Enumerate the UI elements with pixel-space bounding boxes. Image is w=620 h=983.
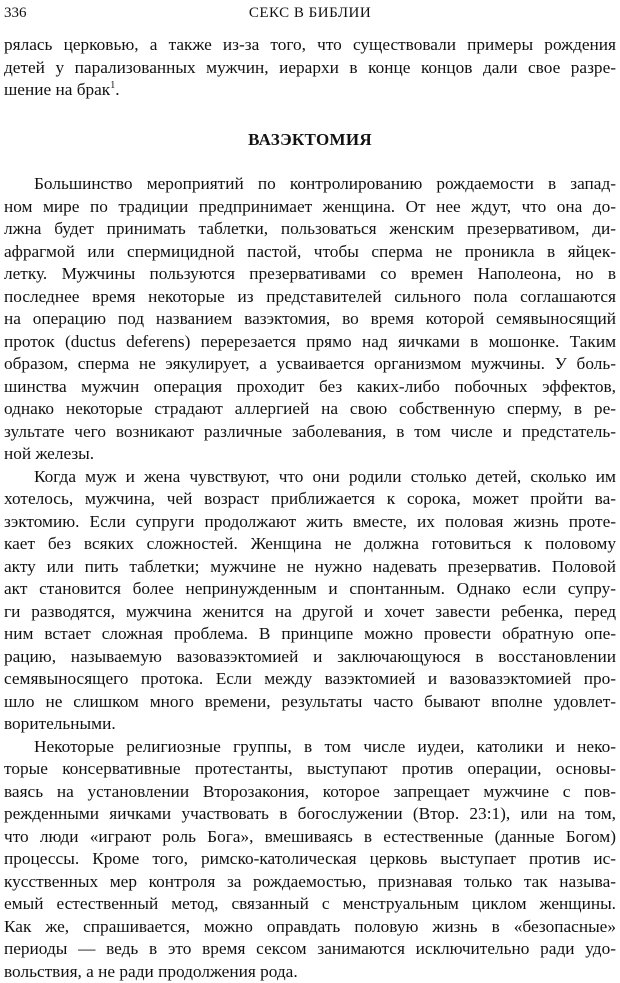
opening-paragraph bbox=[4, 34, 616, 102]
paragraph bbox=[4, 173, 616, 466]
text-line: рялась церковью, а также из-за того, что существовали примеры рождения bbox=[4, 34, 616, 57]
running-head bbox=[4, 3, 616, 25]
text-line: что люди «играют роль Бога», вмешиваясь в естественные (данные Богом) bbox=[4, 826, 616, 849]
text-line: ваясь на установлении Второзакония, которое запрещает мужчине с пов- bbox=[4, 781, 616, 804]
text-line: однако некоторые страдают аллергией на свою собственную сперму, в ре- bbox=[4, 398, 616, 421]
text-line bbox=[4, 79, 616, 102]
page-number: 336 bbox=[4, 3, 27, 23]
main-text bbox=[4, 173, 616, 983]
text-line: зэктомию. Если супруги продолжают жить вместе, их половая жизнь проте- bbox=[4, 511, 616, 534]
text-line: Большинство мероприятий по контролированию рождаемости в запад- bbox=[4, 173, 616, 196]
text-line: ним встает сложная проблема. В принципе можно провести обратную опе- bbox=[4, 623, 616, 646]
paragraph bbox=[4, 736, 616, 983]
text-line: Как же, спрашивается, можно оправдать половую жизнь в «безопасные» bbox=[4, 916, 616, 939]
text-fragment: . bbox=[115, 80, 119, 99]
text-line: зультате чего возникают различные заболевания, в том числе и предстатель- bbox=[4, 421, 616, 444]
text-line: последнее время некоторые из представителей сильного пола соглашаются bbox=[4, 286, 616, 309]
footnote-reference: 1 bbox=[110, 80, 115, 91]
text-line: лжна будет принимать таблетки, пользоваться женским презервативом, ди- bbox=[4, 218, 616, 241]
text-line: кает без всяких сложностей. Женщина не должна готовиться к половому bbox=[4, 533, 616, 556]
text-line: процессы. Кроме того, римско-католическая церковь выступает против ис- bbox=[4, 848, 616, 871]
text-line: ги разводятся, мужчина женится на другой и хочет завести ребенка, перед bbox=[4, 601, 616, 624]
text-line: проток (ductus deferens) перерезается прямо над яичками в мошонке. Таким bbox=[4, 331, 616, 354]
text-line: ном мире по традиции предпринимает женщина. От нее ждут, что она до- bbox=[4, 196, 616, 219]
text-line: семявыносящего протока. Если между вазэктомией и вазовазэктомией про- bbox=[4, 668, 616, 691]
text-line: шинства мужчин операция проходит без каких-либо побочных эффектов, bbox=[4, 376, 616, 399]
text-line: торые консервативные протестанты, выступают против операции, основы- bbox=[4, 758, 616, 781]
text-line: летку. Мужчины пользуются презервативами со времен Наполеона, но в bbox=[4, 263, 616, 286]
paragraph bbox=[4, 466, 616, 736]
text-line: рацию, называемую вазовазэктомией и заключающуюся в восстановлении bbox=[4, 646, 616, 669]
text-line: режденными яичками участвовать в богослужении (Втор. 23:1), или на том, bbox=[4, 803, 616, 826]
text-line: Когда муж и жена чувствуют, что они родили столько детей, сколько им bbox=[4, 466, 616, 489]
text-line: кусственных мер контроля за рождаемостью, признавая только так называ- bbox=[4, 871, 616, 894]
text-line: афрагмой или спермицидной пастой, чтобы сперма не проникла в яйцек- bbox=[4, 241, 616, 264]
text-line: акту или пить таблетки; мужчине не нужно надевать презерватив. Половой bbox=[4, 556, 616, 579]
text-line: шло не слишком много времени, результаты часто бывают вполне удовлет- bbox=[4, 691, 616, 714]
text-line: образом, сперма не эякулирует, а усваивается организмом мужчины. У боль- bbox=[4, 353, 616, 376]
text-line: периоды — ведь в это время сексом занимаются исключительно ради удо- bbox=[4, 938, 616, 961]
text-line: вольствия, а не ради продолжения рода. bbox=[4, 961, 616, 983]
section-heading: ВАЗЭКТОМИЯ bbox=[0, 129, 620, 151]
text-line: ворительными. bbox=[4, 713, 616, 736]
text-line: детей у парализованных мужчин, иерархи в конце концов дали свое разре- bbox=[4, 57, 616, 80]
book-title: СЕКС В БИБЛИИ bbox=[4, 3, 616, 23]
text-line: ной железы. bbox=[4, 443, 616, 466]
text-line: на операцию под названием вазэктомия, во время которой семявыносящий bbox=[4, 308, 616, 331]
text-line: акт становится более непринужденным и спонтанным. Однако если супру- bbox=[4, 578, 616, 601]
text-line: емый естественный метод, связанный с менструальным циклом женщины. bbox=[4, 893, 616, 916]
text-line: хотелось, мужчина, чей возраст приближается к сорока, может пройти ва- bbox=[4, 488, 616, 511]
text-fragment: шение на брак bbox=[4, 80, 110, 99]
text-line: Некоторые религиозные группы, в том числе иудеи, католики и неко- bbox=[4, 736, 616, 759]
